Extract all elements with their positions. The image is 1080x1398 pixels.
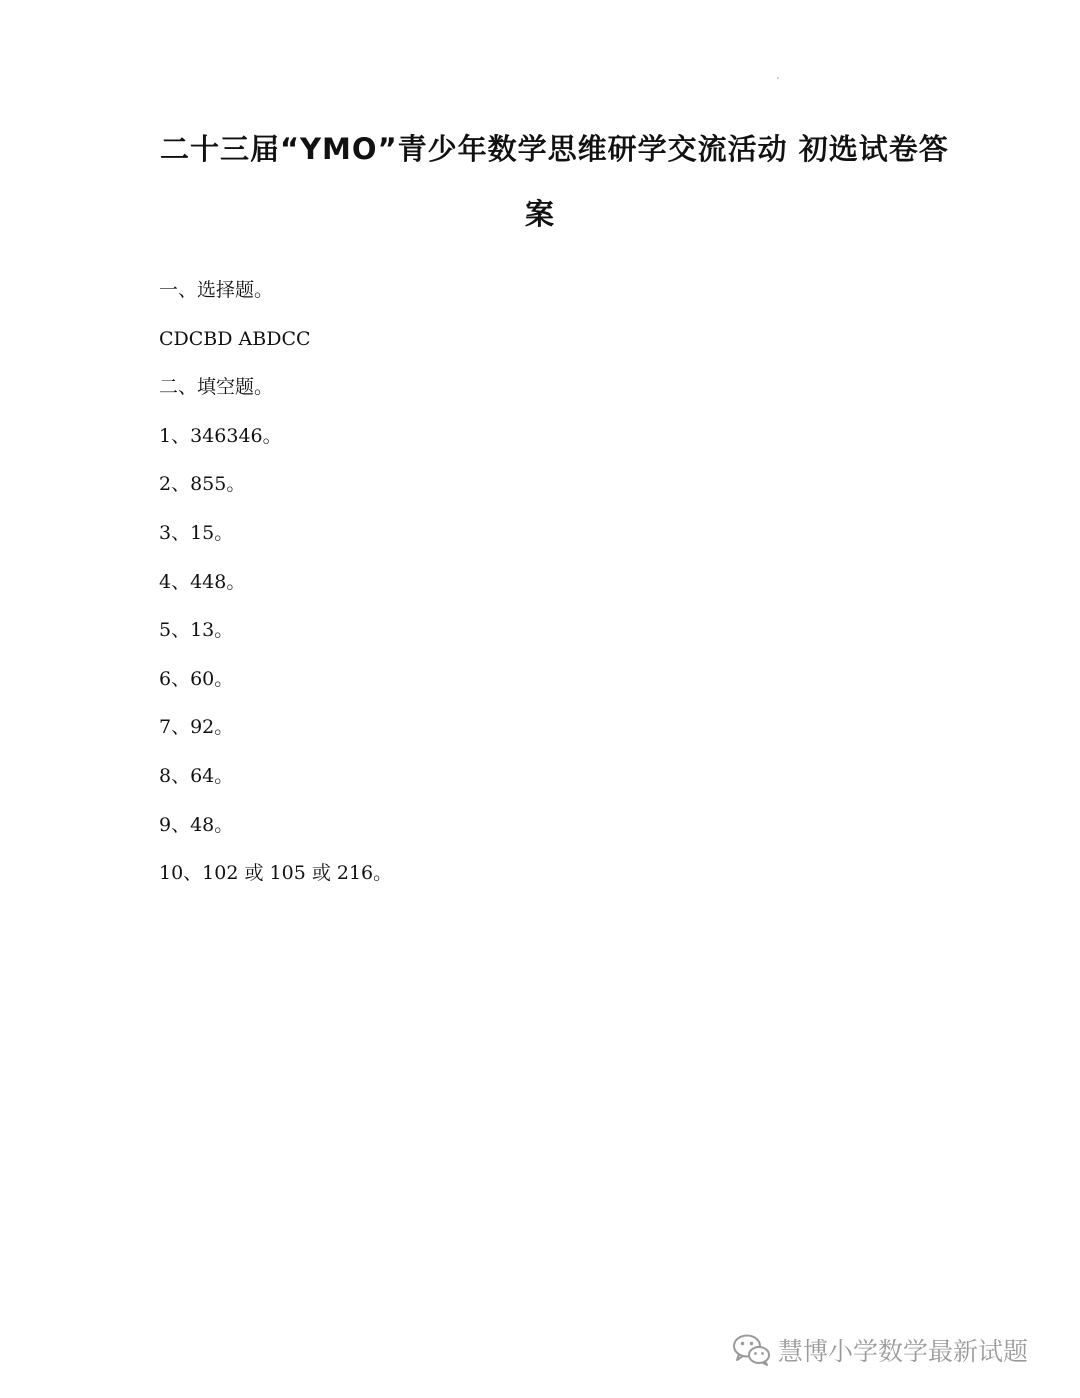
multiple-choice-answers: CDCBD ABDCC xyxy=(159,327,311,350)
answer-item: 10、102 或 105 或 216。 xyxy=(159,862,393,885)
section-heading-fill-in-blank: 二、填空题。 xyxy=(159,376,274,399)
answer-item: 5、13。 xyxy=(159,619,234,642)
answer-item: 7、92。 xyxy=(159,716,234,739)
document-title-line-1: 二十三届“YMO”青少年数学思维研学交流活动 初选试卷答 xyxy=(160,132,949,166)
answer-item: 2、855。 xyxy=(159,473,246,496)
watermark xyxy=(732,1332,1028,1368)
answer-item: 3、15。 xyxy=(159,521,234,544)
document-title-line-2: 案 xyxy=(524,197,555,231)
section-heading-multiple-choice: 一、选择题。 xyxy=(159,279,274,301)
watermark-text: 慧博小学数学最新试题 xyxy=(778,1337,1029,1366)
scan-speck xyxy=(777,77,779,79)
answer-item: 8、64。 xyxy=(159,764,234,787)
answer-item: 4、448。 xyxy=(159,570,246,593)
answer-item: 1、346346。 xyxy=(159,424,282,447)
answer-item: 6、60。 xyxy=(159,667,234,690)
answer-item: 9、48。 xyxy=(159,813,234,836)
answer-list xyxy=(159,276,392,908)
wechat-icon xyxy=(732,1333,772,1367)
